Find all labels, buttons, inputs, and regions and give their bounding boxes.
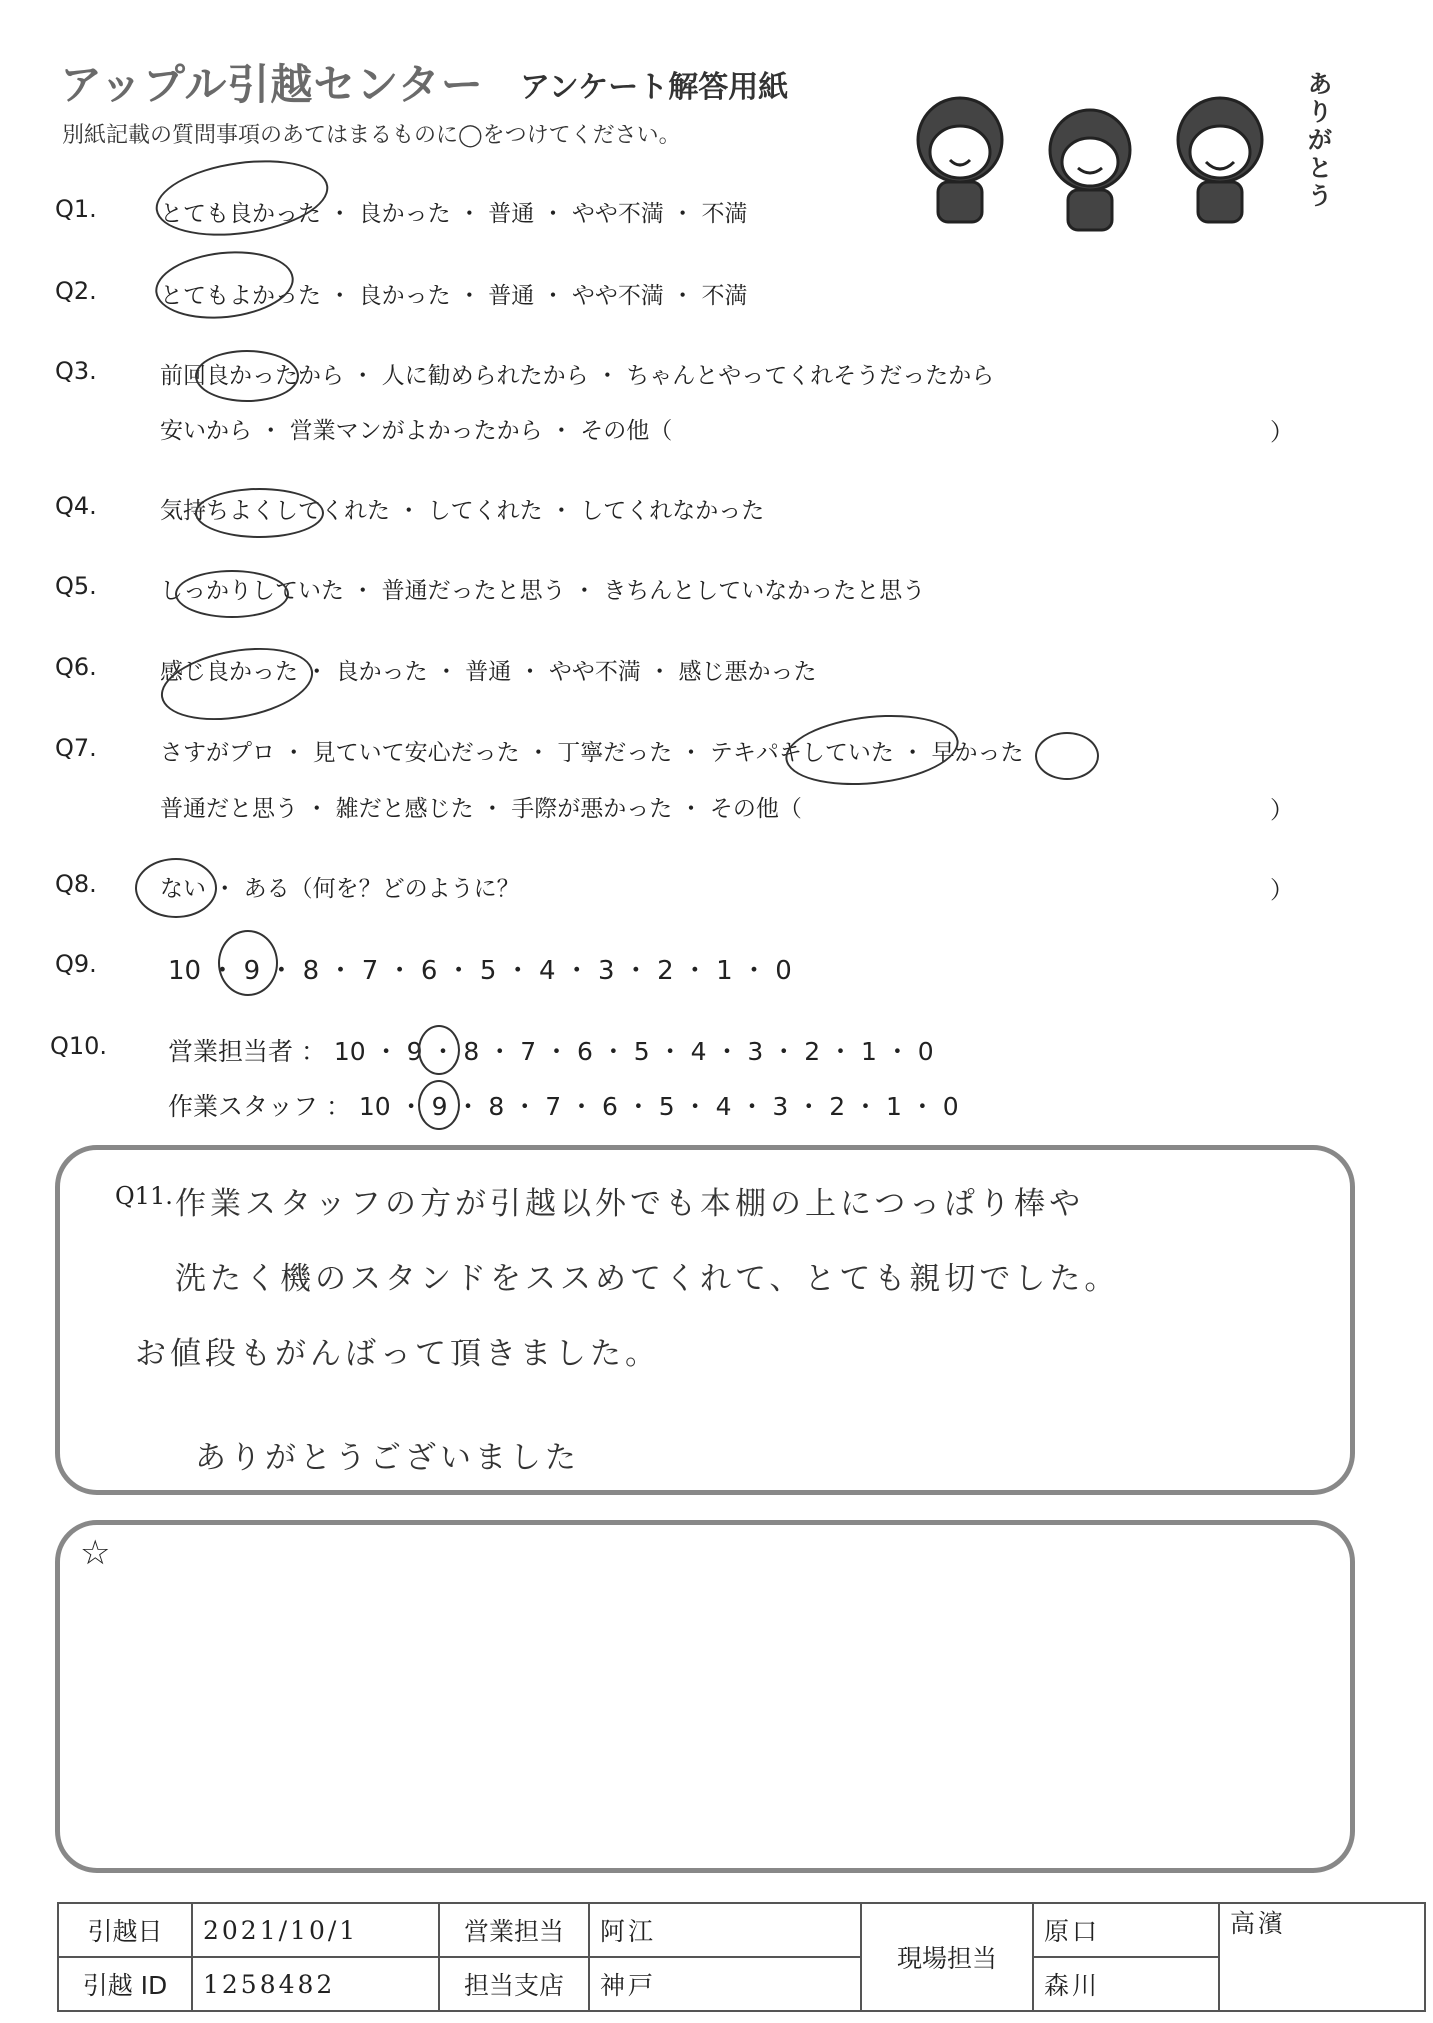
move-date-label: 引越日: [58, 1903, 192, 1957]
q7-close-paren: ）: [1270, 796, 1294, 824]
footer-info-table: [57, 1902, 1426, 2012]
q3-options-1: 前回良かったから ・ 人に勧められたから ・ ちゃんとやってくれそうだったから: [160, 363, 995, 389]
sales-value: 阿江: [589, 1903, 861, 1957]
q11-comment-line-1: 作業スタッフの方が引越以外でも本棚の上につっぱり棒や: [175, 1186, 1085, 1222]
q5-options: しっかりしていた ・ 普通だったと思う ・ きちんとしていなかったと思う: [160, 578, 926, 604]
q2-label: Q2.: [55, 277, 97, 305]
q10-label: Q10.: [50, 1032, 108, 1060]
q11-comment-line-4: ありがとうございました: [195, 1440, 580, 1476]
q1-options: とても良かった ・ 良かった ・ 普通 ・ やや不満 ・ 不満: [160, 201, 748, 227]
answer-circle-q10-sales: [418, 1025, 460, 1075]
q3-options-2: 安いから ・ 営業マンがよかったから ・ その他（: [160, 418, 673, 444]
q3-close-paren: ）: [1270, 418, 1294, 446]
answer-circle-q1: [151, 150, 333, 246]
site-staff-1: 原口: [1033, 1903, 1219, 1957]
q4-options: 気持ちよくしてくれた ・ してくれた ・ してくれなかった: [160, 498, 765, 524]
star-comment-box: [55, 1520, 1355, 1873]
q11-comment-line-2: 洗たく機のスタンドをススめてくれて、とても親切でした。: [175, 1261, 1120, 1297]
answer-circle-q8: [135, 858, 217, 918]
q1-label: Q1.: [55, 195, 97, 223]
q9-label: Q9.: [55, 950, 97, 978]
q6-options: 感じ良かった ・ 良かった ・ 普通 ・ やや不満 ・ 感じ悪かった: [160, 659, 817, 685]
site-staff-2: 森川: [1033, 1957, 1219, 2011]
mascot-illustration: [890, 60, 1350, 240]
q11-comment-line-3: お値段もがんばって頂きました。: [135, 1336, 660, 1372]
q7-options-2: 普通だと思う ・ 雑だと感じた ・ 手際が悪かった ・ その他（: [160, 796, 802, 822]
q8-options: ない ・ ある（何を？どのように？: [160, 876, 520, 902]
answer-circle-q6: [155, 637, 318, 731]
star-icon: ☆: [80, 1533, 111, 1573]
answer-circle-q3: [195, 350, 299, 402]
q9-scale: 10 ・ 9 ・ 8 ・ 7 ・ 6 ・ 5 ・ 4 ・ 3 ・ 2 ・ 1 ・ 0: [168, 956, 792, 986]
q8-label: Q8.: [55, 870, 97, 898]
move-id-label: 引越 ID: [58, 1957, 192, 2011]
mascot-thanks-text: ありがとう: [1308, 70, 1332, 210]
q4-label: Q4.: [55, 492, 97, 520]
q10-sales-scale: 営業担当者 ： 10 ・ 9 ・ 8 ・ 7 ・ 6 ・ 5 ・ 4 ・ 3 ・ 2 ・ 1 ・ 0: [168, 1037, 934, 1066]
q3-label: Q3.: [55, 357, 97, 385]
q11-label: Q11.: [115, 1182, 173, 1210]
q6-label: Q6.: [55, 653, 97, 681]
company-name: アップル引越センター: [60, 60, 484, 109]
q10-staff-scale: 作業スタッフ ： 10 ・ 9 ・ 8 ・ 7 ・ 6 ・ 5 ・ 4 ・ 3 ・ 2 ・ 1 ・ 0: [168, 1092, 959, 1121]
q8-close-paren: ）: [1270, 876, 1294, 904]
answer-circle-q7-a: [782, 707, 962, 793]
form-title: アンケート解答用紙: [520, 70, 789, 105]
move-date-value: 2021/10/1: [192, 1903, 439, 1957]
answer-circle-q7-b: [1035, 732, 1099, 780]
q7-options-1: さすがプロ ・ 見ていて安心だった ・ 丁寧だった ・ テキパキしていた ・ 早かった: [160, 740, 1024, 766]
q2-options: とてもよかった ・ 良かった ・ 普通 ・ やや不満 ・ 不満: [160, 283, 748, 309]
answer-circle-q10-staff: [418, 1080, 460, 1130]
answer-circle-q5: [175, 570, 289, 618]
mascot-icon: [890, 60, 1350, 240]
site-staff-3: 高濱: [1219, 1903, 1425, 2011]
site-label: 現場担当: [861, 1903, 1033, 2011]
move-id-value: 1258482: [192, 1957, 439, 2011]
answer-circle-q2: [152, 245, 297, 325]
branch-label: 担当支店: [439, 1957, 589, 2011]
answer-circle-q9: [218, 930, 278, 996]
instruction-text: 別紙記載の質問事項のあてはまるものに◯をつけてください。: [62, 123, 681, 148]
q7-label: Q7.: [55, 734, 97, 762]
branch-value: 神戸: [589, 1957, 861, 2011]
answer-circle-q4: [195, 488, 324, 538]
sales-label: 営業担当: [439, 1903, 589, 1957]
q5-label: Q5.: [55, 572, 97, 600]
